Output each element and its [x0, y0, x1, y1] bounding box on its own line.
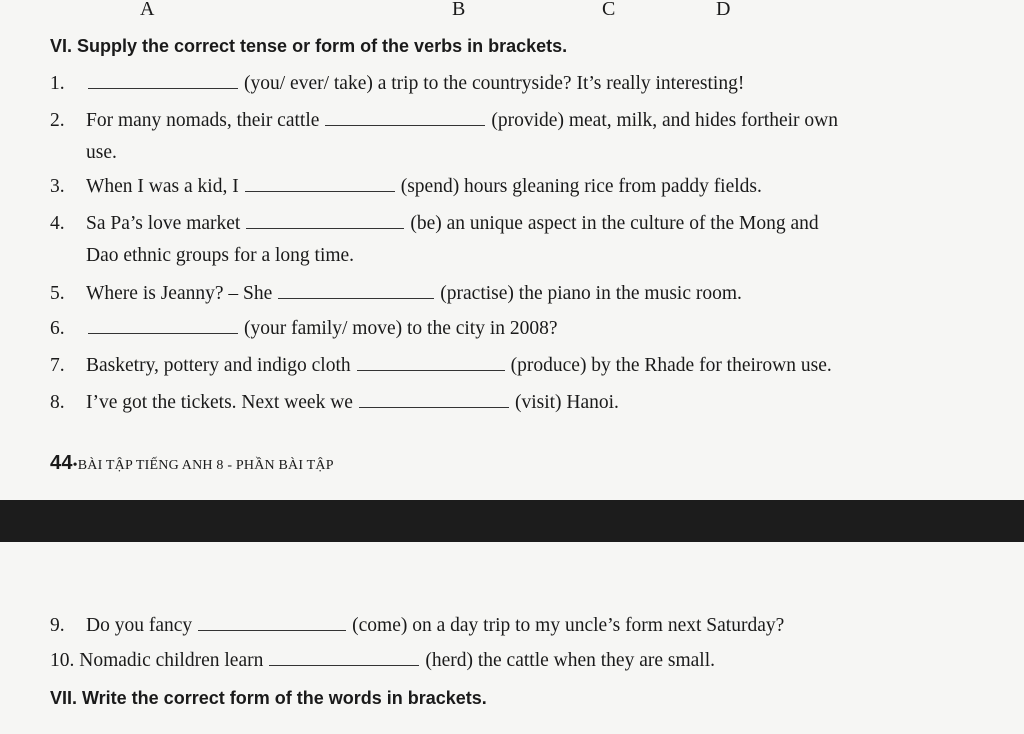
- exercise-item-10: [50, 650, 715, 672]
- item-text-before: Basketry, pottery and indigo cloth: [86, 355, 351, 376]
- answer-blank[interactable]: [278, 297, 434, 299]
- exercise-item-5: [50, 283, 742, 305]
- item-prompt: (practise) the piano in the music room.: [440, 283, 742, 304]
- item-text-before: When I was a kid, I: [86, 176, 239, 197]
- answer-blank[interactable]: [88, 332, 238, 334]
- exercise-item-2-continuation: use.: [86, 142, 117, 163]
- option-letter-c: C: [602, 0, 616, 20]
- exercise-item-9: [50, 615, 784, 637]
- item-text-before: Where is Jeanny? – She: [86, 283, 273, 304]
- answer-blank[interactable]: [269, 664, 419, 666]
- exercise-item-7: [50, 355, 832, 377]
- exercise-item-6: [50, 318, 558, 340]
- item-prompt: (you/ ever/ take) a trip to the countryside? It’s really interesting!: [244, 73, 745, 94]
- item-number: 7.: [50, 355, 65, 376]
- item-prompt: (come) on a day trip to my uncle’s form next Saturday?: [352, 615, 785, 636]
- item-number: 5.: [50, 283, 65, 304]
- item-number: 8.: [50, 392, 65, 413]
- book-title: •BÀI TẬP TIẾNG ANH 8 - PHẦN BÀI TẬP: [72, 458, 334, 473]
- item-prompt: (spend) hours gleaning rice from paddy fields.: [400, 176, 762, 197]
- answer-blank[interactable]: [246, 227, 404, 229]
- item-prompt: (visit) Hanoi.: [514, 392, 619, 413]
- item-number: 9.: [50, 615, 65, 636]
- item-text-before: Do you fancy: [86, 615, 193, 636]
- item-prompt: (your family/ move) to the city in 2008?: [244, 318, 558, 339]
- option-letter-b: B: [452, 0, 466, 20]
- exercise-item-1: [50, 73, 744, 95]
- item-text-before: Sa Pa’s love market: [86, 213, 241, 234]
- item-prompt: (herd) the cattle when they are small.: [425, 650, 716, 671]
- answer-blank[interactable]: [357, 369, 505, 371]
- item-text-before: Nomadic children learn: [79, 650, 264, 671]
- option-letter-a: A: [140, 0, 155, 20]
- item-prompt: (be) an unique aspect in the culture of the Mong and: [410, 213, 819, 234]
- item-number: 2.: [50, 110, 65, 131]
- item-number: 1.: [50, 73, 65, 94]
- exercise-item-2: [50, 110, 838, 132]
- section-6-heading: VI. Supply the correct tense or form of the verbs in brackets.: [50, 36, 568, 56]
- answer-blank[interactable]: [88, 87, 238, 89]
- exercise-item-4-continuation: Dao ethnic groups for a long time.: [86, 245, 355, 266]
- item-text-before: For many nomads, their cattle: [86, 110, 320, 131]
- answer-blank[interactable]: [359, 406, 509, 408]
- item-number: 4.: [50, 213, 65, 234]
- section-7-heading: VII. Write the correct form of the words in brackets.: [50, 688, 487, 708]
- item-number: 10.: [50, 650, 75, 671]
- item-prompt: (provide) meat, milk, and hides fortheir own: [491, 110, 838, 131]
- answer-blank[interactable]: [198, 629, 346, 631]
- answer-blank[interactable]: [325, 124, 485, 126]
- item-prompt: (produce) by the Rhade for theirown use.: [510, 355, 832, 376]
- answer-blank[interactable]: [245, 190, 395, 192]
- item-number: 3.: [50, 176, 65, 197]
- page-footer: [50, 452, 334, 475]
- page-number: 44: [50, 452, 73, 474]
- option-letter-d: D: [716, 0, 731, 20]
- page-divider-bar: [0, 500, 1024, 542]
- item-number: 6.: [50, 318, 65, 339]
- exercise-item-8: [50, 392, 619, 414]
- item-text-before: I’ve got the tickets. Next week we: [86, 392, 353, 413]
- exercise-item-3: [50, 176, 762, 198]
- exercise-item-4: [50, 213, 819, 235]
